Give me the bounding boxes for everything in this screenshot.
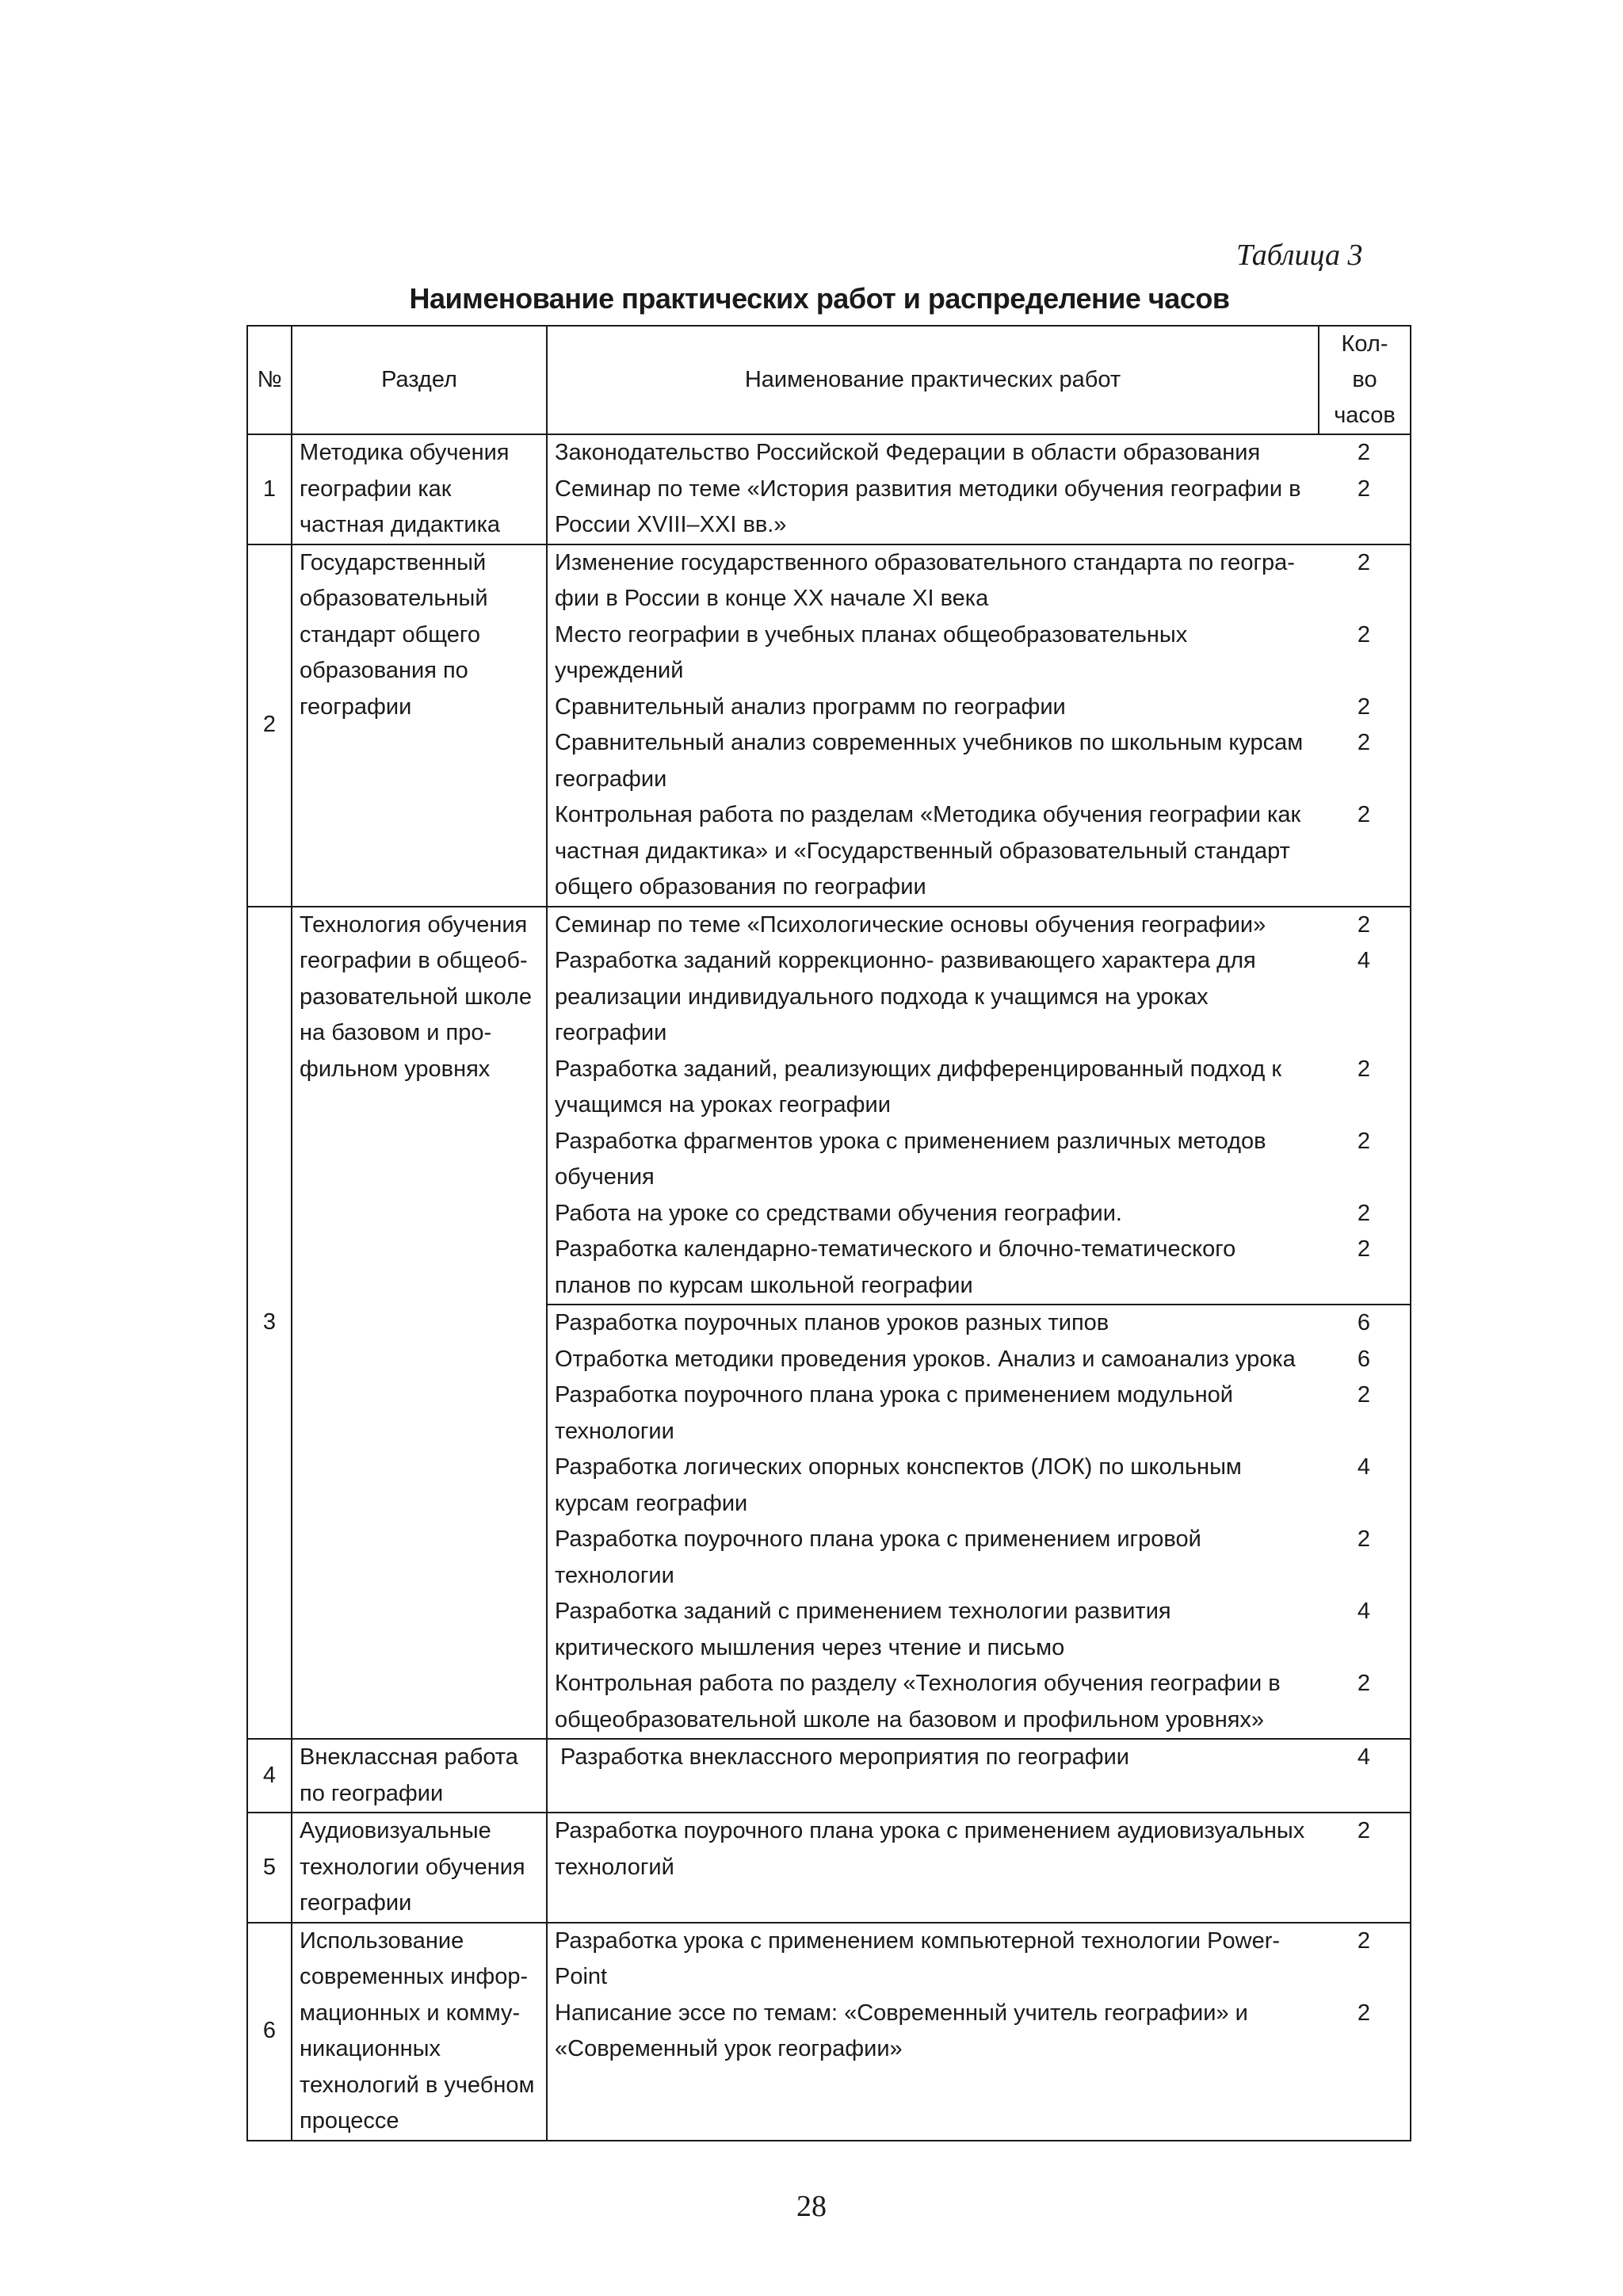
work-hours: 4 (1357, 948, 1371, 973)
table-row (247, 907, 1411, 1305)
section-cell: Технология обучения географии в общеоб-разовательной школе на базовом и про-фильном уровнях (292, 907, 547, 1740)
work-item (548, 1450, 1410, 1522)
row-number: 6 (247, 1923, 292, 2141)
header-row (247, 326, 1411, 434)
work-title: Разработка заданий с применением технологии развития критического мышления через чтение и письмо (555, 1599, 1171, 1660)
work-title: Разработка календарно-тематического и блочно-тематического планов по курсам школьной географии (555, 1236, 1236, 1298)
section-cell: Аудиовизуальные технологии обучения географии (292, 1813, 547, 1923)
work-title: Разработка поурочного плана урока с применением аудиовизуальных технологий (555, 1818, 1305, 1880)
work-item (548, 617, 1410, 690)
work-item (548, 1124, 1410, 1196)
work-hours: 2 (1357, 1526, 1371, 1552)
work-item (548, 943, 1410, 1052)
work-item (548, 1666, 1410, 1738)
work-hours: 2 (1357, 549, 1371, 575)
work-hours: 2 (1357, 911, 1371, 938)
work-title: Разработка фрагментов урока с применением различных методов обучения (555, 1128, 1266, 1190)
work-title: Разработка поурочных планов уроков разных типов (555, 1310, 1109, 1335)
work-item (548, 1594, 1410, 1666)
table-row (247, 544, 1411, 907)
work-title: Законодательство Российской Федерации в области образования (555, 440, 1261, 465)
work-item (548, 1052, 1410, 1124)
work-title: Разработка заданий, реализующих дифференцированный подход к учащимся на уроках географии (555, 1056, 1282, 1117)
section-cell: Внеклассная работа по географии (292, 1739, 547, 1813)
work-item (548, 1813, 1410, 1885)
table-row (247, 1923, 1411, 2141)
work-title: Разработка логических опорных конспектов (ЛОК) по школьным курсам географии (555, 1454, 1242, 1516)
work-title: Написание эссе по темам: «Современный учитель географии» и «Современный урок географии» (555, 2000, 1248, 2061)
works-cell (547, 1305, 1411, 1739)
work-title: Семинар по теме «Психологические основы обучения географии» (555, 911, 1266, 938)
practical-works-table (246, 325, 1411, 2141)
work-hours: 2 (1357, 802, 1371, 827)
work-item (548, 1522, 1410, 1594)
work-title: Отработка методики проведения уроков. Анализ и самоанализ урока (555, 1346, 1296, 1372)
page-number: 28 (796, 2190, 827, 2223)
work-title: Семинар по теме «История развития методики обучения географии в России XVIII–XXI вв.» (555, 476, 1301, 537)
work-title: Разработка поурочного плана урока с применением модульной технологии (555, 1382, 1233, 1444)
work-title: Работа на уроке со средствами обучения географии. (555, 1200, 1122, 1226)
row-number: 3 (247, 907, 292, 1740)
work-item (548, 435, 1410, 472)
work-hours: 2 (1357, 440, 1371, 465)
work-hours: 2 (1357, 1671, 1371, 1696)
table-caption: Таблица 3 (1236, 239, 1363, 272)
work-item (548, 1924, 1410, 1996)
header-hours: Кол-во часов (1319, 326, 1411, 434)
works-cell (547, 1813, 1411, 1923)
section-cell: Методика обучения географии как частная дидактика (292, 434, 547, 544)
work-hours: 4 (1357, 1599, 1371, 1624)
work-hours: 2 (1357, 1200, 1371, 1226)
works-cell (547, 434, 1411, 544)
work-hours: 2 (1357, 730, 1371, 755)
work-item (548, 1342, 1410, 1378)
work-title: Контрольная работа по разделам «Методика обучения географии как частная дидактика» и «Государственный образовательный стандарт общего образования по географии (555, 802, 1301, 900)
work-hours: 2 (1357, 1382, 1371, 1408)
work-title: Сравнительный анализ программ по географии (555, 693, 1066, 720)
work-hours: 2 (1357, 1236, 1371, 1262)
work-item (548, 1740, 1410, 1776)
section-cell: Использование современных инфор-мационных и комму-никационных технологий в учебном процессе (292, 1923, 547, 2141)
table-title: Наименование практических работ и распределение часов (409, 282, 1230, 315)
work-item (548, 1232, 1410, 1304)
work-item (548, 1996, 1410, 2068)
work-item (548, 725, 1410, 797)
table-row (247, 434, 1411, 544)
work-item (548, 907, 1410, 944)
row-number: 1 (247, 434, 292, 544)
works-cell (547, 907, 1411, 1305)
work-hours: 2 (1357, 2000, 1371, 2026)
work-item (548, 797, 1410, 906)
work-title: Разработка внеклассного мероприятия по географии (560, 1744, 1129, 1770)
table-row (247, 1813, 1411, 1923)
works-cell (547, 1739, 1411, 1813)
work-hours: 2 (1357, 693, 1371, 720)
section-cell: Государственный образовательный стандарт общего образования по географии (292, 544, 547, 907)
work-title: Сравнительный анализ современных учебников по школьным курсам географии (555, 730, 1304, 792)
work-title: Место географии в учебных планах общеобразовательных учреждений (555, 621, 1188, 683)
table-row (247, 1739, 1411, 1813)
work-hours: 2 (1357, 1056, 1371, 1082)
work-hours: 2 (1357, 1128, 1371, 1154)
work-title: Разработка урока с применением компьютерной технологии Power-Point (555, 1927, 1281, 1989)
work-title: Изменение государственного образовательного стандарта по геогра-фии в России в конце XX начале XI века (555, 549, 1295, 611)
work-item (548, 690, 1410, 726)
work-item (548, 472, 1410, 544)
header-work: Наименование практических работ (547, 326, 1319, 434)
work-hours: 4 (1357, 1744, 1371, 1770)
row-number: 2 (247, 544, 292, 907)
work-item (548, 1196, 1410, 1232)
work-item (548, 545, 1410, 617)
works-cell (547, 544, 1411, 907)
work-item (548, 1305, 1410, 1342)
work-hours: 2 (1357, 621, 1371, 648)
work-hours: 2 (1357, 476, 1371, 502)
works-cell (547, 1923, 1411, 2141)
work-title: Разработка заданий коррекционно- развивающего характера для реализации индивидуального подхода к учащимся на уроках географии (555, 948, 1256, 1045)
work-title: Разработка поурочного плана урока с применением игровой технологии (555, 1526, 1201, 1588)
header-section: Раздел (292, 326, 547, 434)
work-hours: 6 (1357, 1346, 1371, 1372)
work-hours: 2 (1357, 1927, 1371, 1954)
work-hours: 2 (1357, 1818, 1371, 1843)
work-title: Контрольная работа по разделу «Технология обучения географии в общеобразовательной школе на базовом и профильном уровнях» (555, 1671, 1281, 1733)
row-number: 5 (247, 1813, 292, 1923)
work-item (548, 1377, 1410, 1450)
row-number: 4 (247, 1739, 292, 1813)
header-num: № (247, 326, 292, 434)
work-hours: 6 (1357, 1310, 1371, 1335)
work-hours: 4 (1357, 1454, 1371, 1480)
